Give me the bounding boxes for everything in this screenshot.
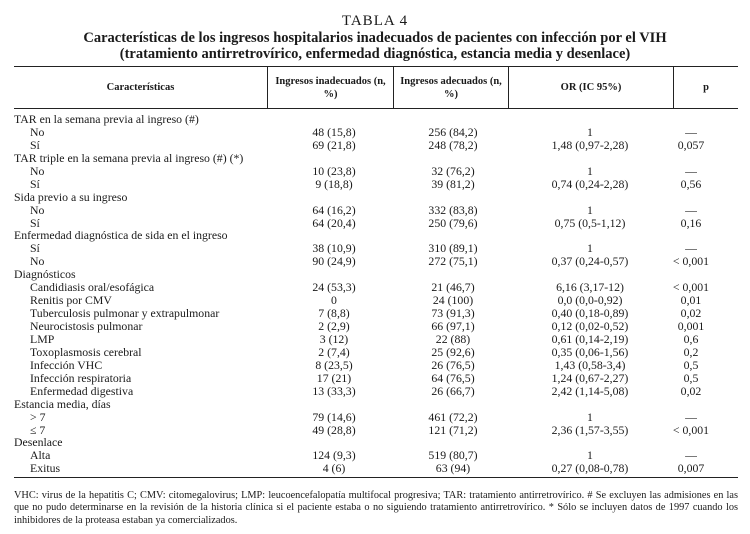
table-row — [0, 139, 750, 152]
table-row — [0, 385, 750, 398]
table-row — [0, 320, 750, 333]
cell-p: < 0,001 — [672, 254, 710, 269]
row-label: LMP — [30, 331, 55, 346]
row-label: No — [30, 124, 45, 139]
row-label: Sida previo a su ingreso — [14, 189, 128, 204]
table-row — [0, 372, 750, 385]
cell-adequate: 25 (92,6) — [431, 344, 475, 359]
table-row — [0, 126, 750, 139]
row-label: Neurocistosis pulmonar — [30, 319, 143, 333]
row-label: > 7 — [30, 409, 46, 424]
cell-inadequate: 48 (15,8) — [312, 124, 356, 139]
row-label: Estancia media, días — [14, 396, 111, 411]
row-label: Candidiasis oral/esofágica — [30, 280, 155, 295]
cell-p: — — [685, 202, 697, 217]
cell-or: 1 — [587, 448, 593, 463]
cell-adequate: 66 (97,1) — [431, 319, 475, 333]
table-body — [0, 113, 750, 475]
cell-inadequate: 2 (2,9) — [318, 319, 350, 333]
cell-p: 0,2 — [683, 344, 699, 359]
cell-inadequate: 2 (7,4) — [318, 344, 350, 359]
row-label: No — [30, 254, 45, 269]
table-row — [0, 411, 750, 424]
table-title-line-2: (tratamiento antirretrovírico, enfermedad diagnóstica, estancia media y desenlace) — [119, 46, 631, 62]
table-number: TABLA 4 — [341, 13, 409, 29]
cell-or: 1 — [587, 163, 593, 178]
cell-p: — — [685, 448, 697, 463]
cell-adequate: 248 (78,2) — [428, 137, 478, 152]
cell-or: 1,24 (0,67-2,27) — [551, 370, 629, 385]
cell-adequate: 63 (94) — [435, 461, 471, 476]
cell-adequate: 332 (83,8) — [428, 202, 478, 217]
cell-adequate: 519 (80,7) — [428, 448, 478, 463]
cell-inadequate: 38 (10,9) — [312, 241, 356, 256]
cell-adequate: 26 (76,5) — [431, 357, 475, 372]
table-row — [0, 191, 750, 204]
cell-adequate: 26 (66,7) — [431, 383, 475, 398]
cell-p: 0,6 — [683, 331, 699, 346]
cell-p: 0,16 — [680, 215, 702, 230]
cell-inadequate: 69 (21,8) — [312, 137, 356, 152]
cell-p: 0,001 — [677, 319, 705, 333]
row-label: TAR en la semana previa al ingreso (#) — [14, 112, 199, 126]
cell-p: 0,02 — [680, 306, 702, 321]
row-label: Tuberculosis pulmonar y extrapulmonar — [30, 306, 220, 321]
row-label: Sí — [30, 241, 40, 256]
table-row — [0, 242, 750, 255]
table-row — [0, 178, 750, 191]
table-row — [0, 346, 750, 359]
cell-adequate: 21 (46,7) — [431, 280, 475, 295]
cell-inadequate: 90 (24,9) — [312, 254, 356, 269]
cell-p: 0,02 — [680, 383, 702, 398]
cell-or: 1 — [587, 202, 593, 217]
cell-or: 0,12 (0,02-0,52) — [551, 319, 629, 333]
cell-inadequate: 17 (21) — [316, 370, 352, 385]
row-label: Infección respiratoria — [30, 370, 132, 385]
table-row — [0, 462, 750, 475]
cell-p: < 0,001 — [672, 280, 710, 295]
cell-adequate: 121 (71,2) — [428, 422, 478, 437]
table-row — [0, 113, 750, 126]
cell-adequate: 73 (91,3) — [431, 306, 475, 321]
cell-p: 0,01 — [680, 293, 702, 308]
cell-inadequate: 79 (14,6) — [312, 409, 356, 424]
cell-or: 2,36 (1,57-3,55) — [551, 422, 629, 437]
cell-or: 1 — [587, 409, 593, 424]
cell-p: — — [685, 124, 697, 139]
table-row — [0, 281, 750, 294]
cell-adequate: 32 (76,2) — [431, 163, 475, 178]
cell-or: 0,27 (0,08-0,78) — [551, 461, 629, 476]
table-row — [0, 229, 750, 242]
header-p: p — [703, 82, 709, 93]
cell-inadequate: 4 (6) — [322, 461, 346, 476]
cell-or: 0,61 (0,14-2,19) — [551, 331, 629, 346]
cell-inadequate: 13 (33,3) — [312, 383, 356, 398]
cell-inadequate: 0 — [331, 293, 337, 308]
cell-p: — — [685, 163, 697, 178]
cell-inadequate: 10 (23,8) — [312, 163, 356, 178]
cell-adequate: 24 (100) — [432, 293, 474, 308]
row-label: Enfermedad digestiva — [30, 383, 134, 398]
row-label: No — [30, 202, 45, 217]
cell-inadequate: 64 (20,4) — [312, 215, 356, 230]
cell-p: 0,5 — [683, 370, 699, 385]
row-label: Sí — [30, 137, 40, 152]
cell-inadequate: 49 (28,8) — [312, 422, 356, 437]
header-bottom-rule — [14, 108, 738, 109]
cell-inadequate: 24 (53,3) — [312, 280, 356, 295]
row-label: Desenlace — [14, 435, 63, 450]
cell-p: 0,007 — [677, 461, 705, 476]
cell-or: 6,16 (3,17-12) — [556, 280, 624, 295]
cell-or: 0,75 (0,5-1,12) — [554, 215, 626, 230]
row-label: No — [30, 163, 45, 178]
cell-p: — — [685, 241, 697, 256]
row-label: Renitis por CMV — [30, 293, 112, 308]
table-row — [0, 255, 750, 268]
cell-or: 2,42 (1,14-5,08) — [551, 383, 629, 398]
table-row — [0, 398, 750, 411]
cell-p: 0,5 — [683, 357, 699, 372]
table-row — [0, 424, 750, 437]
header-or: OR (IC 95%) — [560, 82, 622, 93]
cell-adequate: 272 (75,1) — [428, 254, 478, 269]
cell-inadequate: 9 (18,8) — [315, 176, 353, 191]
cell-or: 0,74 (0,24-2,28) — [551, 176, 629, 191]
cell-adequate: 22 (88) — [435, 331, 471, 346]
table-title-line-1: Características de los ingresos hospitalarios inadecuados de pacientes con infección por el VIH — [83, 30, 667, 46]
row-label: Infección VHC — [30, 357, 103, 372]
cell-adequate: 310 (89,1) — [428, 241, 478, 256]
row-label: TAR triple en la semana previa al ingreso (#) (*) — [14, 150, 244, 165]
header-inadequate: Ingresos inadecuados (n, %) — [275, 75, 386, 100]
cell-inadequate: 3 (12) — [319, 331, 349, 346]
row-label: Alta — [30, 448, 51, 463]
cell-or: 0,35 (0,06-1,56) — [551, 344, 629, 359]
row-label: Diagnósticos — [14, 267, 76, 282]
cell-adequate: 461 (72,2) — [428, 409, 478, 424]
table-row — [0, 436, 750, 449]
table-row — [0, 359, 750, 372]
cell-adequate: 64 (76,5) — [431, 370, 475, 385]
cell-p: — — [685, 409, 697, 424]
table-row — [0, 449, 750, 462]
table-row — [0, 333, 750, 346]
cell-inadequate: 7 (8,8) — [318, 306, 350, 321]
table-bottom-rule — [14, 477, 738, 478]
row-label: Toxoplasmosis cerebral — [30, 344, 142, 359]
cell-or: 0,37 (0,24-0,57) — [551, 254, 629, 269]
cell-or: 1,48 (0,97-2,28) — [551, 137, 629, 152]
cell-adequate: 256 (84,2) — [428, 124, 478, 139]
cell-inadequate: 8 (23,5) — [315, 357, 353, 372]
cell-adequate: 250 (79,6) — [428, 215, 478, 230]
row-label: Enfermedad diagnóstica de sida en el ingreso — [14, 228, 228, 243]
cell-or: 1,43 (0,58-3,4) — [554, 357, 626, 372]
header-adequate: Ingresos adecuados (n, %) — [400, 75, 502, 100]
cell-or: 1 — [587, 124, 593, 139]
cell-adequate: 39 (81,2) — [431, 176, 475, 191]
cell-p: 0,56 — [680, 176, 702, 191]
cell-inadequate: 124 (9,3) — [312, 448, 356, 463]
table-row — [0, 204, 750, 217]
footnote: VHC: virus de la hepatitis C; CMV: citomegalovirus; LMP: leucoencefalopatía multifocal progresiva; TAR: tratamiento antirretrovírico. # Se excluyen las admisiones en las que no pudo determinarse en la revisión de la historia clínica si el paciente estaba o no siguiendo tratamiento antirretrovírico. * Sólo se incluyen datos de 1997 cuando los inhibidores de la proteasa estaban ya comercializados. — [14, 490, 738, 526]
row-label: Sí — [30, 176, 40, 191]
table-row — [0, 165, 750, 178]
cell-or: 0,0 (0,0-0,92) — [557, 293, 623, 308]
cell-or: 1 — [587, 241, 593, 256]
row-label: Exitus — [30, 461, 61, 476]
cell-or: 0,40 (0,18-0,89) — [551, 306, 629, 321]
cell-inadequate: 64 (16,2) — [312, 202, 356, 217]
cell-p: 0,057 — [677, 137, 705, 152]
table-row — [0, 152, 750, 165]
row-label: Sí — [30, 215, 40, 230]
header-characteristics: Características — [106, 82, 175, 93]
cell-p: < 0,001 — [672, 422, 710, 437]
row-label: ≤ 7 — [30, 422, 46, 437]
